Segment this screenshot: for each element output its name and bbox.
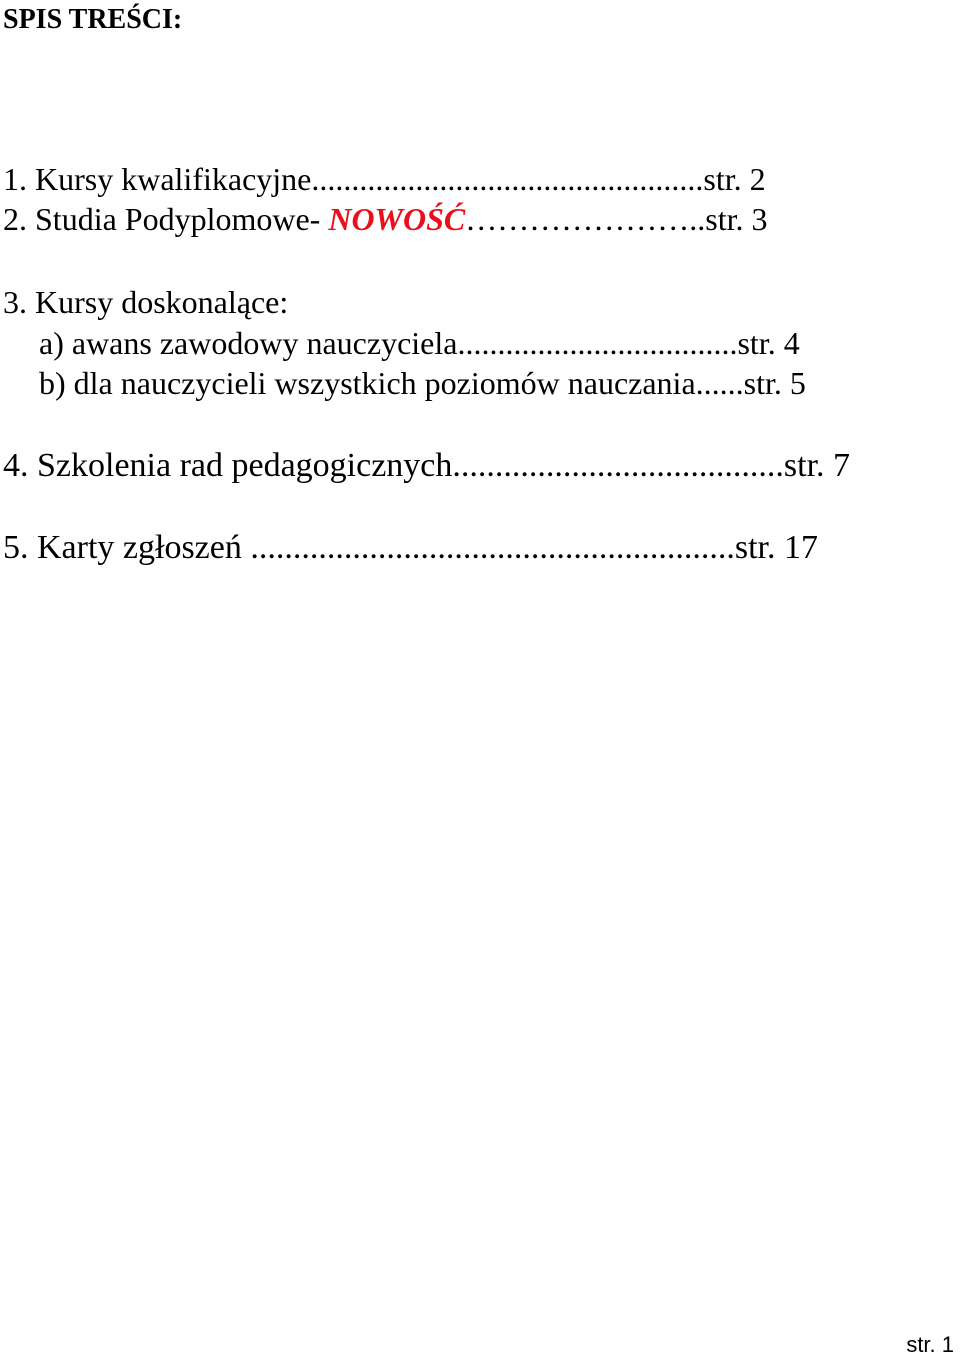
toc-item-2-leader: …………………..str. 3 bbox=[465, 201, 768, 237]
toc-item-2 bbox=[3, 203, 767, 235]
toc-item-5: 5. Karty zgłoszeń .........................................................str. 17 bbox=[3, 529, 818, 566]
toc-item-1: 1. Kursy kwalifikacyjne.................................................str. 2 bbox=[3, 161, 766, 197]
toc-item-2-text: 2. Studia Podyplomowe- bbox=[3, 201, 329, 237]
toc-item-4: 4. Szkolenia rad pedagogicznych.......................................str. 7 bbox=[3, 447, 851, 484]
new-badge-text: NOWOŚĆ bbox=[328, 201, 466, 237]
toc-item-3b: b) dla nauczycieli wszystkich poziomów nauczania......str. 5 bbox=[39, 365, 806, 401]
toc-item-3: 3. Kursy doskonalące: bbox=[3, 284, 289, 320]
toc-item-3a: a) awans zawodowy nauczyciela...................................str. 4 bbox=[39, 325, 800, 361]
toc-heading: SPIS TREŚCI: bbox=[3, 4, 183, 35]
page-number: str. 1 bbox=[906, 1332, 954, 1357]
